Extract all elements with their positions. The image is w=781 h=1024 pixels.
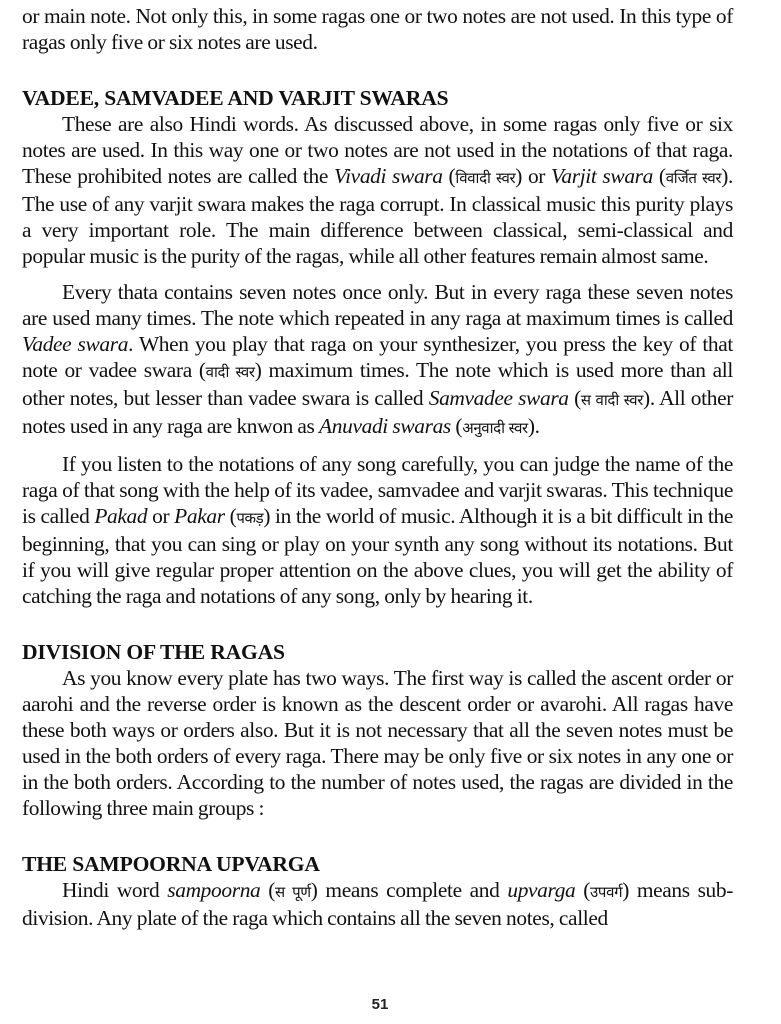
- italic-term: sampoorna: [167, 878, 261, 902]
- italic-term: Varjit swara: [551, 164, 653, 188]
- italic-term: Pakar: [174, 504, 225, 528]
- text-segment: . When you play that raga on your synthesizer, you press the key of that note or vadee swara (: [22, 332, 733, 382]
- hindi-term: स पूर्ण: [275, 883, 311, 901]
- hindi-term: वर्जित स्वर: [665, 169, 722, 187]
- text-segment: These are also Hindi words. As discussed above, in some ragas only five or six notes are used. In this way one or two notes are not used in the notations of that raga. These prohibited notes are called the: [22, 112, 733, 188]
- paragraph: [22, 279, 733, 441]
- text-segment: (: [575, 878, 591, 902]
- text-segment: ).: [527, 414, 540, 438]
- hindi-term: विवादी स्वर: [455, 169, 516, 187]
- text-segment: ) or: [515, 164, 552, 188]
- hindi-term: वादी स्वर: [205, 363, 255, 381]
- text-segment: ). The use of any varjit swara makes the raga corrupt. In classical music this purity plays a very important role. The main difference between classical, semi-classical and popular music is the purity of the ragas, while all other features remain almost same.: [22, 164, 733, 268]
- italic-term: Samvadee swara: [428, 386, 569, 410]
- text-segment: ) in the world of music. Although it is a bit difficult in the beginning, that you can sing or play on your synth any song without its notations. But if you will give regular proper attention on the above clues, you will get the ability of catching the raga and notations of any song, only by hearing it.: [22, 504, 733, 608]
- hindi-term: उपवर्ग: [590, 883, 623, 901]
- document-page: [22, 0, 733, 931]
- section-heading-division-of-ragas: DIVISION OF THE RAGAS: [22, 640, 285, 664]
- italic-term: Anuvadi swaras: [319, 414, 451, 438]
- text-segment: ). All other notes used in any raga are knwon as: [22, 386, 734, 438]
- text-segment: (: [450, 414, 463, 438]
- hindi-term: अनुवादी स्वर: [462, 419, 528, 437]
- text-segment: (: [260, 878, 276, 902]
- hindi-term: पकड़: [236, 509, 264, 527]
- paragraph: [22, 111, 733, 269]
- paragraph: [22, 451, 733, 609]
- text-segment: (: [652, 164, 666, 188]
- hindi-term: स वादी स्वर: [580, 391, 644, 409]
- italic-term: Vadee swara: [22, 332, 129, 356]
- section-heading-sampoorna-upvarga: THE SAMPOORNA UPVARGA: [22, 852, 320, 876]
- italic-term: Vivadi swara: [333, 164, 443, 188]
- text-segment: If you listen to the notations of any song carefully, you can judge the name of the raga of that song with the help of its vadee, samvadee and varjit swaras. This technique is called: [22, 452, 733, 528]
- text-segment: ) maximum times. The note which is used more than all other notes, but lesser than vadee swara is called: [22, 358, 733, 410]
- italic-term: Pakad: [94, 504, 148, 528]
- text-segment: (: [568, 386, 581, 410]
- text-segment: ) means sub-division. Any plate of the raga which contains all the seven notes, called: [22, 878, 734, 930]
- text-segment: (: [224, 504, 237, 528]
- text-segment: (: [442, 164, 456, 188]
- text-segment: or: [147, 504, 175, 528]
- paragraph: [22, 665, 733, 821]
- italic-term: upvarga: [507, 878, 576, 902]
- intro-paragraph: or main note. Not only this, in some ragas one or two notes are not used. In this type of ragas only five or six notes are used.: [22, 4, 733, 54]
- text-segment: As you know every plate has two ways. The first way is called the ascent order or aarohi and the reverse order is known as the descent order or avarohi. All ragas have these both ways or orders also. But it is not necessary that all the seven notes must be used in the both orders of every raga. There may be only five or six notes in any one or in the both orders. According to the number of notes used, the ragas are divided in the following three main groups :: [22, 666, 733, 820]
- section-heading-vadee-samvadee-varjit: VADEE, SAMVADEE AND VARJIT SWARAS: [22, 86, 449, 110]
- text-segment: ) means complete and: [310, 878, 508, 902]
- page-number: 51: [371, 996, 389, 1013]
- paragraph: [22, 877, 733, 931]
- text-segment: Every thata contains seven notes once only. But in every raga these seven notes are used many times. The note which repeated in any raga at maximum times is called: [22, 280, 733, 330]
- text-segment: Hindi word: [62, 878, 168, 902]
